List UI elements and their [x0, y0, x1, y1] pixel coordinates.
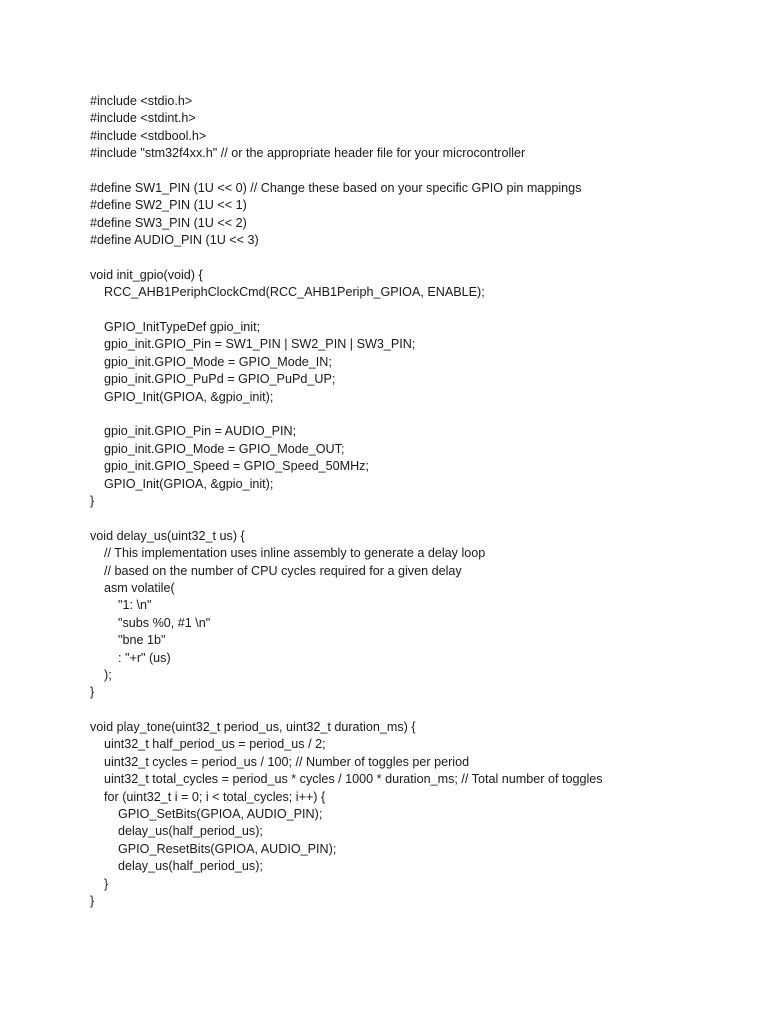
code-line: void init_gpio(void) {	[90, 267, 203, 282]
code-line: GPIO_SetBits(GPIOA, AUDIO_PIN);	[90, 807, 323, 822]
blank-line	[90, 163, 730, 180]
code-line: #include <stdio.h>	[90, 94, 193, 108]
code-line: delay_us(half_period_us);	[90, 859, 263, 874]
code-line: #define SW3_PIN (1U << 2)	[90, 215, 247, 230]
code-line: RCC_AHB1PeriphClockCmd(RCC_AHB1Periph_GPIOA, ENABLE);	[90, 285, 485, 300]
code-line: GPIO_ResetBits(GPIOA, AUDIO_PIN);	[90, 841, 337, 856]
code-line: for (uint32_t i = 0; i < total_cycles; i++) {	[90, 789, 326, 804]
code-line: "1: \n"	[90, 598, 152, 613]
blank-line	[90, 250, 730, 267]
code-line: asm volatile(	[90, 580, 175, 595]
blank-line	[90, 702, 730, 719]
code-line: GPIO_Init(GPIOA, &gpio_init);	[90, 389, 274, 404]
code-listing	[90, 93, 730, 910]
code-line: GPIO_Init(GPIOA, &gpio_init);	[90, 476, 274, 491]
code-line: gpio_init.GPIO_Speed = GPIO_Speed_50MHz;	[90, 459, 369, 474]
code-line: "subs %0, #1 \n"	[90, 615, 211, 630]
code-line: void delay_us(uint32_t us) {	[90, 528, 245, 543]
code-line: gpio_init.GPIO_PuPd = GPIO_PuPd_UP;	[90, 372, 336, 387]
code-line: uint32_t half_period_us = period_us / 2;	[90, 737, 326, 752]
code-line: }	[90, 493, 95, 508]
code-line: #define SW2_PIN (1U << 1)	[90, 198, 247, 213]
blank-line	[90, 510, 730, 527]
code-line: gpio_init.GPIO_Mode = GPIO_Mode_OUT;	[90, 441, 345, 456]
code-line: #include <stdint.h>	[90, 111, 196, 126]
code-line: // This implementation uses inline assembly to generate a delay loop	[90, 546, 486, 561]
code-line: }	[90, 893, 95, 908]
code-line: uint32_t total_cycles = period_us * cycles / 1000 * duration_ms; // Total number of toggles	[90, 772, 603, 787]
code-line: #define SW1_PIN (1U << 0) // Change these based on your specific GPIO pin mappings	[90, 180, 582, 195]
code-line: );	[90, 667, 112, 682]
code-line: gpio_init.GPIO_Pin = SW1_PIN | SW2_PIN | SW3_PIN;	[90, 337, 416, 352]
code-line: gpio_init.GPIO_Pin = AUDIO_PIN;	[90, 424, 297, 439]
code-line: }	[90, 876, 109, 891]
code-line: "bne 1b"	[90, 633, 166, 648]
code-line: // based on the number of CPU cycles required for a given delay	[90, 563, 462, 578]
code-line: }	[90, 685, 95, 700]
code-line: GPIO_InitTypeDef gpio_init;	[90, 320, 261, 335]
code-line: #include "stm32f4xx.h" // or the appropriate header file for your microcontroller	[90, 146, 526, 161]
code-line: gpio_init.GPIO_Mode = GPIO_Mode_IN;	[90, 354, 332, 369]
code-line: #include <stdbool.h>	[90, 128, 207, 143]
code-line: : "+r" (us)	[90, 650, 171, 665]
code-line: void play_tone(uint32_t period_us, uint32_t duration_ms) {	[90, 720, 416, 735]
blank-line	[90, 406, 730, 423]
code-line: uint32_t cycles = period_us / 100; // Number of toggles per period	[90, 754, 470, 769]
code-line: #define AUDIO_PIN (1U << 3)	[90, 233, 259, 248]
blank-line	[90, 302, 730, 319]
code-line: delay_us(half_period_us);	[90, 824, 263, 839]
